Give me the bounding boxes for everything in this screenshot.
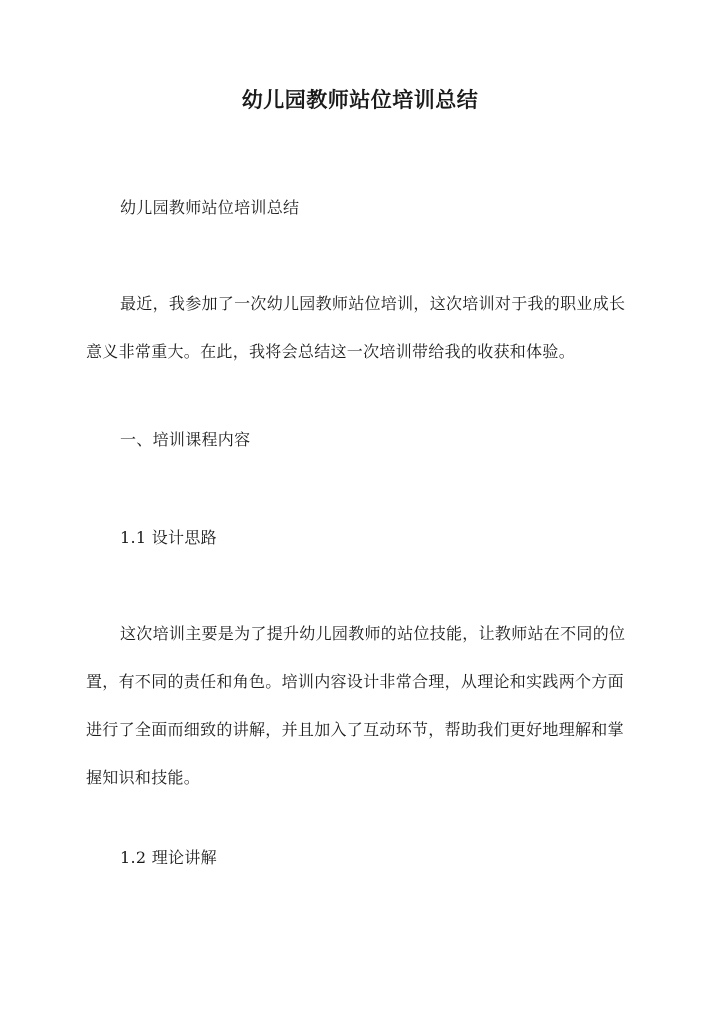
subtitle-paragraph: 幼儿园教师站位培训总结: [120, 198, 300, 217]
section-1-heading: 一、培训课程内容: [120, 430, 251, 449]
intro-paragraph: 最近，我参加了一次幼儿园教师站位培训，这次培训对于我的职业成长意义非常重大。在此，我将会总结这一次培训带给我的收获和体验。: [86, 294, 626, 361]
section-1-1-body: 这次培训主要是为了提升幼儿园教师的站位技能，让教师站在不同的位置，有不同的责任和角色。培训内容设计非常合理，从理论和实践两个方面进行了全面而细致的讲解，并且加入了互动环节，帮助我们更好地理解和掌握知识和技能。: [86, 624, 626, 787]
section-1-1-heading: 1.1 设计思路: [120, 528, 217, 547]
document-title: 幼儿园教师站位培训总结: [241, 87, 479, 112]
section-1-2-heading: 1.2 理论讲解: [120, 848, 217, 867]
